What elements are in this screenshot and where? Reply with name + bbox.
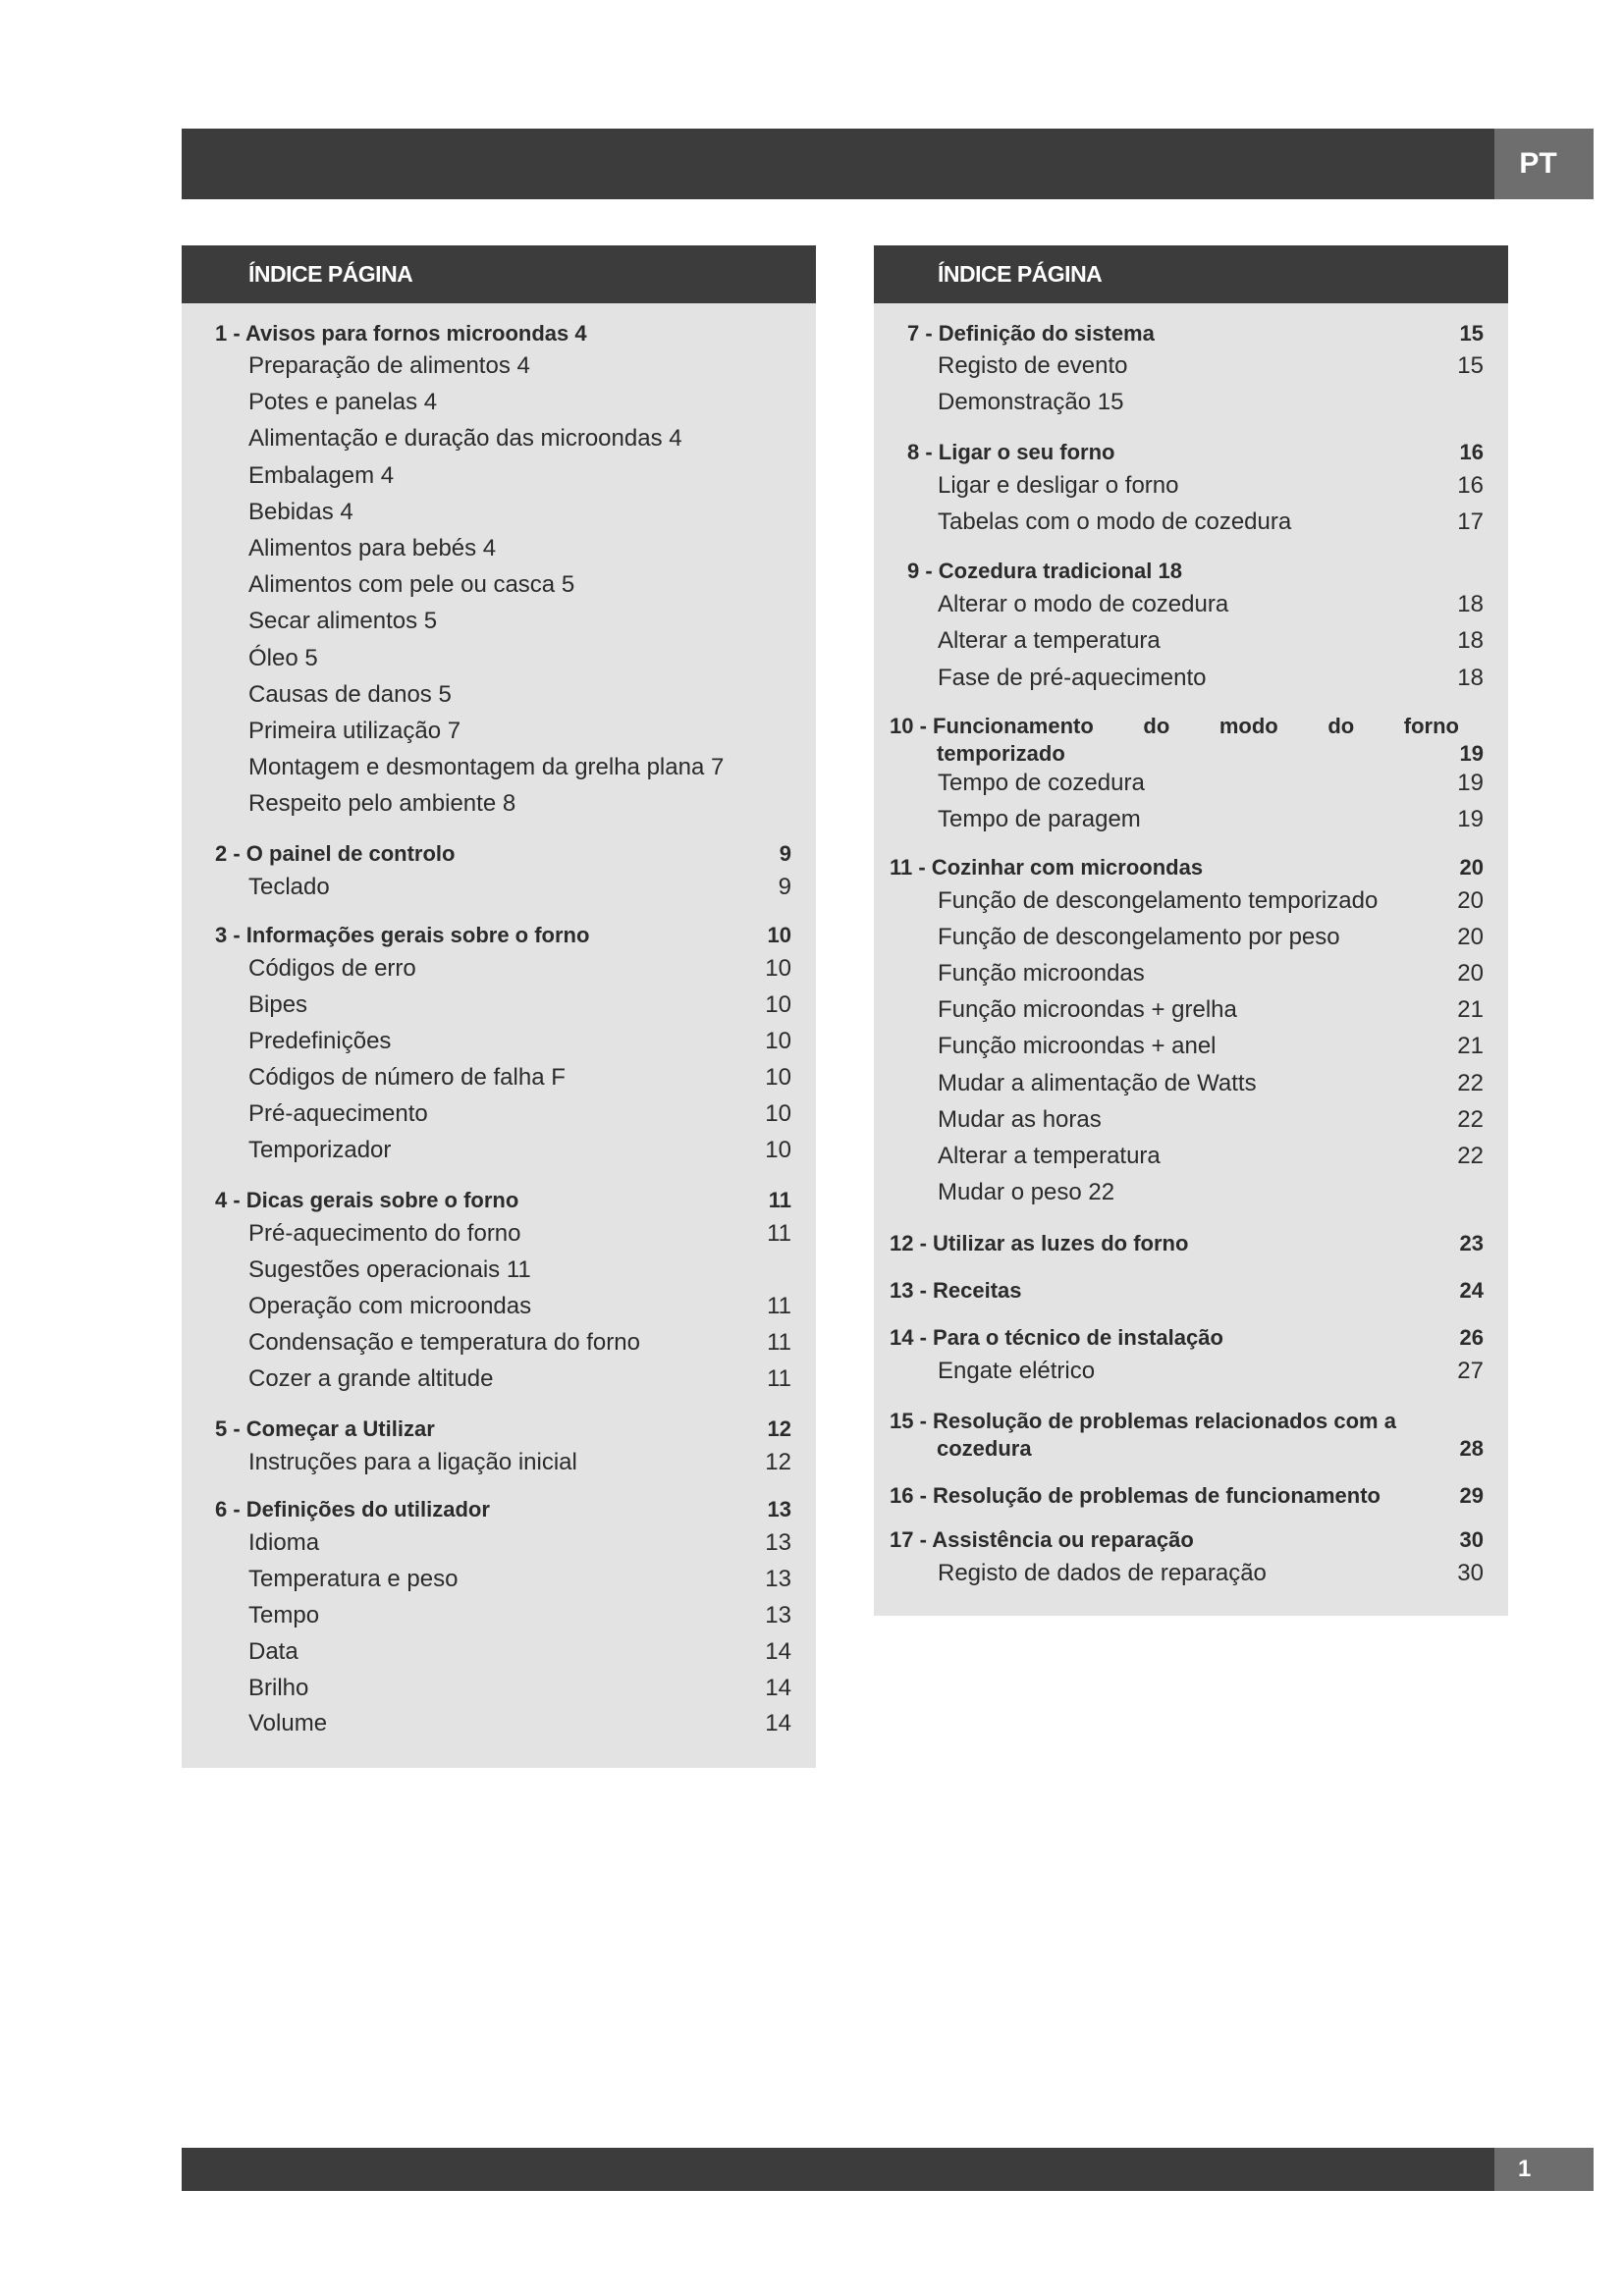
header-bar [182,129,1494,199]
toc-title-right: ÍNDICE PÁGINA [874,245,1508,303]
toc-title-left: ÍNDICE PÁGINA [182,245,816,303]
language-label: PT [1494,129,1594,199]
footer-bar [182,2148,1494,2191]
toc-section[interactable]: 15 - Resolução de problemas relacionados com a cozedura 28 [890,1409,1484,1461]
toc-section[interactable]: 10 - Funcionamento do modo do forno temporizado 19 [890,714,1484,766]
toc-panel-left: ÍNDICE PÁGINA 1 - Avisos para fornos microondas 4 Preparação de alimentos 4 Potes e panelas 4 Alimentação e duração das microondas 4 Embalagem 4 Bebidas 4 Alimentos para bebés 4 Alimentos com pele ou casca 5 Secar alimentos 5 Óleo 5 Causas de danos 5 Primeira utilização 7 Montagem e desmontagem da grelha plana 7 Respeito pelo ambiente 8 2 - O painel de controlo 9 Teclado 9 3 - Informações gerais sobre o forno 10 Códigos de erro 10 Bipes 10 Predefinições 10 Códigos de número de falha F 10 Pré-aquecimento 10 Temporizador 10 4 - Dicas gerais sobre o forno 11 Pré-aquecimento do forno 11 Sugestões operacionais 11 Operação com microondas 11 Condensação e temperatura do forno 11 Cozer a grande altitude 11 5 - Começar a Utilizar 12 Instruções para a ligação inicial 12 6 - Definições do utilizador 13 Idioma 13 Temperatura e peso 13 Tempo 13 Data 14 Brilho 14 Volume 14 [182,245,816,1768]
toc-panel-right: ÍNDICE PÁGINA 7 - Definição do sistema 15 Registo de evento 15 Demonstração 15 8 - Ligar o seu forno 16 Ligar e desligar o forno 16 Tabelas com o modo de cozedura 17 9 - Cozedura tradicional 18 Alterar o modo de cozedura 18 Alterar a temperatura 18 Fase de pré-aquecimento 18 10 - Funcionamento do modo do forno temporizado 19 Tempo de cozedura 19 Tempo de paragem 19 11 - Cozinhar com microondas 20 Função de descongelamento temporizado 20 Função de descongelamento por peso 20 Função microondas 20 Função microondas + grelha 21 Função microondas + anel 21 Mudar a alimentação de Watts 22 Mudar as horas 22 Alterar a temperatura 22 Mudar o peso 22 12 - Utilizar as luzes do forno 23 13 - Receitas 24 14 - Para o técnico de instalação 26 Engate elétrico 27 15 - Resolução de problemas relacionados com a cozedura 28 16 - Resolução de problemas de funcionamento 29 17 - Assistência ou reparação 30 Registo de dados de reparação 30 [874,245,1508,1616]
page-number: 1 [1494,2148,1594,2191]
